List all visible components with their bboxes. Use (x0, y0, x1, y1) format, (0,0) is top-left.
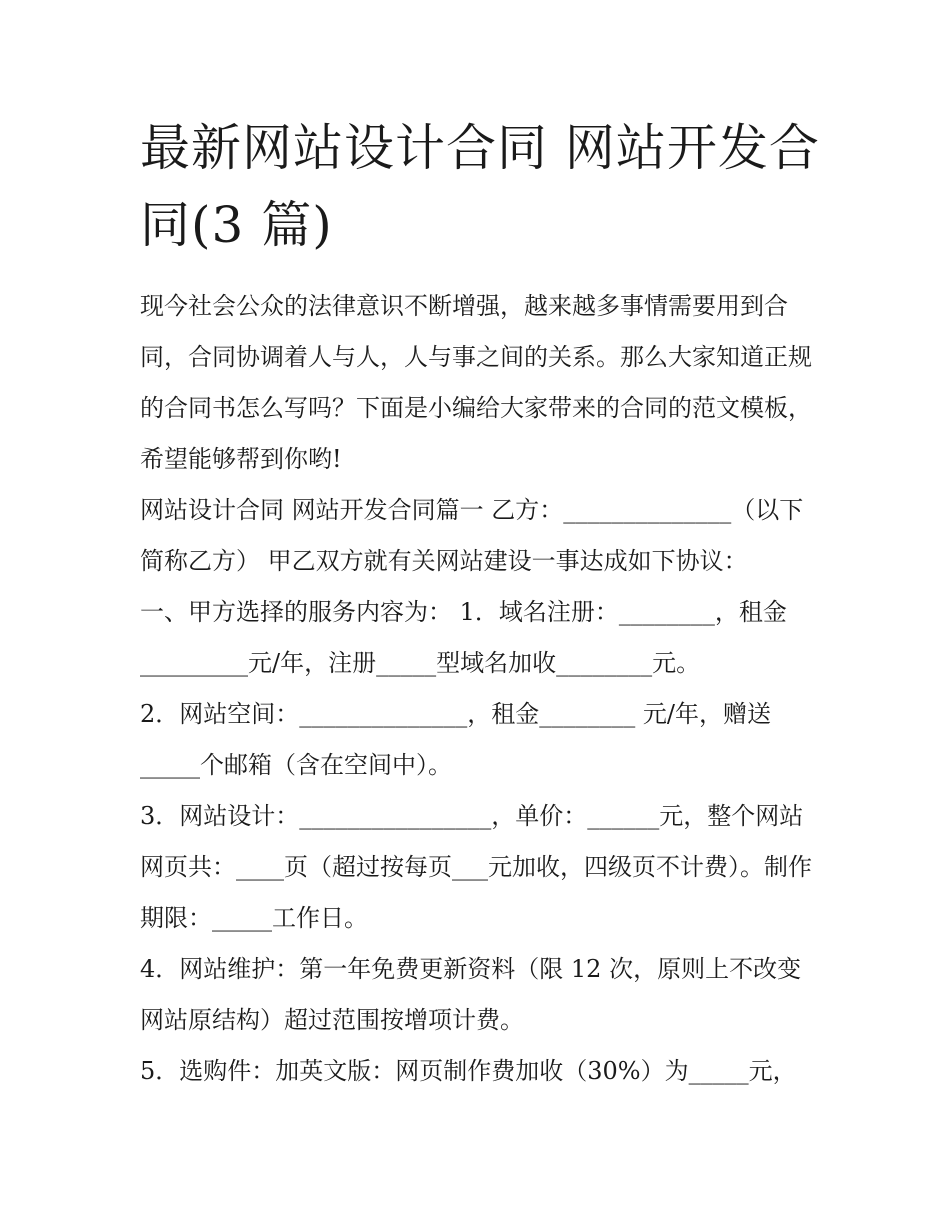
clause-web-space: 2．网站空间：______________，租金________ 元/年，赠送_____个邮箱（含在空间中）。 (140, 700, 771, 779)
document-title: 最新网站设计合同 网站开发合同(3 篇) (140, 119, 820, 254)
clause-web-design: 3．网站设计：________________，单价：______元，整个网站网页共：____页（超过按每页___元加收，四级页不计费）。制作期限：_____工作日。 (140, 802, 812, 932)
clause-domain-registration: 一、甲方选择的服务内容为： 1．域名注册：________，租金_________元/年，注册_____型域名加收________元。 (140, 598, 787, 677)
contract-preamble: 网站设计合同 网站开发合同篇一 乙方：______________（以下简称乙方） 甲乙双方就有关网站建设一事达成如下协议： (140, 496, 804, 575)
clause-optional-items: 5．选购件：加英文版：网页制作费加收（30%）为_____元， (140, 1057, 797, 1085)
intro-paragraph: 现今社会公众的法律意识不断增强，越来越多事情需要用到合同，合同协调着人与人，人与事之间的关系。那么大家知道正规的合同书怎么写吗？下面是小编给大家带来的合同的范文模板，希望能够帮到你哟! (140, 292, 812, 473)
document-body (140, 281, 820, 1097)
clause-maintenance: 4．网站维护：第一年免费更新资料（限 12 次，原则上不改变网站原结构）超过范围按增项计费。 (140, 955, 802, 1034)
